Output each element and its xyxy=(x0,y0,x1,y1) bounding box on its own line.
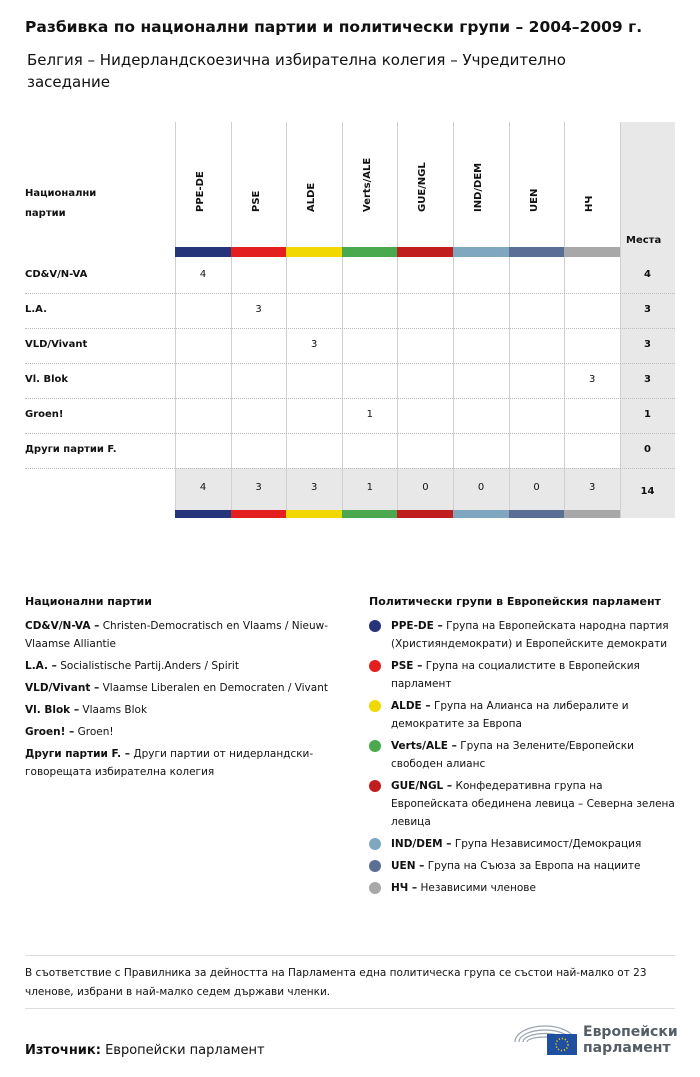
group-legend-item xyxy=(369,879,679,897)
group-color-bar-bottom xyxy=(342,510,398,518)
legend-abbr: НЧ – xyxy=(391,882,418,894)
table-row xyxy=(25,258,675,294)
group-legend-item xyxy=(369,657,679,693)
legend-dot-icon xyxy=(369,660,381,672)
seats-header: Места xyxy=(626,235,662,246)
national-legend-item xyxy=(25,723,345,741)
group-legend-item xyxy=(369,697,679,733)
legend-text: Независими членове xyxy=(420,882,536,894)
legend-abbr: PSE – xyxy=(391,660,423,672)
group-color-bar xyxy=(509,247,565,257)
group-color-bar xyxy=(564,247,620,257)
total-seats-cell: 14 xyxy=(640,486,655,497)
total-cell: 0 xyxy=(533,482,540,493)
group-color-bar-bottom xyxy=(175,510,231,518)
ep-logo xyxy=(513,1020,683,1060)
group-color-bar-bottom xyxy=(231,510,287,518)
national-legend-item xyxy=(25,617,345,653)
seats-cell: 3 xyxy=(644,339,651,350)
parliament-hemicycle-icon xyxy=(513,1020,578,1056)
row-party-label: L.A. xyxy=(25,304,47,315)
group-header-label: GUE/NGL xyxy=(417,162,429,212)
seats-cell: 3 xyxy=(644,374,651,385)
value-cell: 3 xyxy=(589,374,596,385)
legend-dot-icon xyxy=(369,860,381,872)
group-header-6 xyxy=(509,122,565,247)
group-header-0 xyxy=(175,122,231,247)
legend-dot-icon xyxy=(369,700,381,712)
value-cell: 3 xyxy=(311,339,318,350)
legend-abbr: Verts/ALE – xyxy=(391,740,457,752)
legend-abbr: VLD/Vivant – xyxy=(25,682,100,694)
group-header-label: PSE xyxy=(250,190,262,212)
group-color-bar xyxy=(286,247,342,257)
table-row xyxy=(25,328,675,364)
total-cell: 4 xyxy=(199,482,207,493)
legend-text: Група на Европейската народна партия (Християндемократи) и Европейските демократи xyxy=(391,620,669,650)
seats-cell: 1 xyxy=(644,409,651,420)
national-legend xyxy=(25,593,345,785)
national-legend-item xyxy=(25,679,345,697)
total-cell: 0 xyxy=(422,482,429,493)
legend-text: Christen-Democratisch en Vlaams / Nieuw-Vlaamse Alliantie xyxy=(25,620,329,650)
footnote: В съответствие с Правилника за дейността на Парламента една политическа група се състои най-малко от 23 членове, избрани в най-малко седем държави членки. xyxy=(25,967,647,998)
group-legend-item xyxy=(369,857,679,875)
national-legend-item xyxy=(25,657,345,675)
group-header-label: IND/DEM xyxy=(473,162,484,212)
group-color-bar-bottom xyxy=(453,510,509,518)
seat-table xyxy=(25,122,675,522)
legend-text: Група на Зелените/Европейски свободен алианс xyxy=(391,740,634,770)
group-header-3 xyxy=(342,122,398,247)
group-color-bar-bottom xyxy=(509,510,565,518)
group-header-1 xyxy=(231,122,287,247)
logo-line-1: Европейски xyxy=(583,1024,678,1040)
group-legend xyxy=(369,593,679,901)
legend-text: Група Независимост/Демокрация xyxy=(454,838,642,850)
total-cell: 3 xyxy=(255,482,262,493)
value-cell: 1 xyxy=(366,409,373,420)
group-legend-item xyxy=(369,617,679,653)
national-legend-title: Национални партии xyxy=(25,595,152,608)
group-header-label: UEN xyxy=(528,188,540,212)
seats-cell: 3 xyxy=(644,304,651,315)
seats-cell: 4 xyxy=(644,269,651,280)
row-party-label: CD&V/N-VA xyxy=(25,269,88,280)
legend-dot-icon xyxy=(369,620,381,632)
group-color-bar xyxy=(231,247,287,257)
total-cell: 0 xyxy=(477,482,485,493)
page-title: Разбивка по национални партии и политически групи – 2004–2009 г. xyxy=(25,18,643,36)
table-row xyxy=(25,363,675,399)
legend-text: Група на Алианса на либералите и демократите за Европа xyxy=(391,700,629,730)
seats-cell: 0 xyxy=(644,444,651,455)
group-header-label: ALDE xyxy=(306,182,318,212)
table-row xyxy=(25,293,675,329)
group-color-bar xyxy=(453,247,509,257)
legend-abbr: Vl. Blok – xyxy=(25,704,80,716)
group-color-bar-bottom xyxy=(564,510,620,518)
legend-text: Група на Съюза за Европа на нациите xyxy=(427,860,641,872)
value-cell: 3 xyxy=(255,304,262,315)
legend-text: Groen! xyxy=(77,726,114,738)
group-legend-item xyxy=(369,835,679,853)
legend-dot-icon xyxy=(369,882,381,894)
group-legend-item xyxy=(369,777,679,831)
row-party-label: Vl. Blok xyxy=(25,374,69,385)
legend-dot-icon xyxy=(369,740,381,752)
table-row xyxy=(25,433,675,469)
source xyxy=(25,1043,265,1058)
legend-text: Vlaamse Liberalen en Democraten / Vivant xyxy=(102,682,328,694)
national-legend-item xyxy=(25,701,345,719)
total-cell: 1 xyxy=(366,482,373,493)
legend-abbr: ALDE – xyxy=(391,700,431,712)
group-header-label: НЧ xyxy=(584,195,596,212)
source-label: Източник: xyxy=(25,1043,101,1058)
total-cell: 3 xyxy=(311,482,318,493)
row-party-label: Други партии F. xyxy=(25,444,117,455)
group-color-bar xyxy=(175,247,231,257)
legend-abbr: PPE-DE – xyxy=(391,620,443,632)
total-cell: 3 xyxy=(589,482,596,493)
group-header-5 xyxy=(453,122,509,247)
legend-abbr: CD&V/N-VA – xyxy=(25,620,100,632)
subtitle: Белгия – Нидерландскоезична избирателна колегия – Учредително заседание xyxy=(27,51,566,91)
legend-text: Socialistische Partij.Anders / Spirit xyxy=(60,660,239,672)
group-color-bar xyxy=(342,247,398,257)
group-legend-item xyxy=(369,737,679,773)
group-header-label: Verts/ALE xyxy=(361,157,373,212)
group-legend-title: Политически групи в Европейския парламент xyxy=(369,595,661,608)
row-party-label: VLD/Vivant xyxy=(25,339,88,350)
group-color-bar xyxy=(397,247,453,257)
group-header-7 xyxy=(564,122,620,247)
group-header-4 xyxy=(397,122,453,247)
legend-text: Други партии от нидерландски-говорещата избирателна колегия xyxy=(25,748,314,778)
legend-text: Група на социалистите в Европейския парламент xyxy=(391,660,640,690)
legend-dot-icon xyxy=(369,838,381,850)
legend-abbr: Groen! – xyxy=(25,726,75,738)
legend-text: Конфедеративна група на Европейската обединена левица – Северна зелена левица xyxy=(391,780,675,828)
group-color-bar-bottom xyxy=(397,510,453,518)
legend-abbr: Други партии F. – xyxy=(25,748,131,760)
source-text: Европейски парламент xyxy=(105,1043,265,1058)
logo-line-2: парламент xyxy=(583,1040,671,1056)
row-header: Национални партии xyxy=(25,188,97,219)
legend-abbr: GUE/NGL – xyxy=(391,780,453,792)
row-party-label: Groen! xyxy=(25,409,64,420)
table-row xyxy=(25,398,675,434)
legend-abbr: IND/DEM – xyxy=(391,838,452,850)
group-header-label: PPE-DE xyxy=(195,171,206,212)
legend-dot-icon xyxy=(369,780,381,792)
legend-text: Vlaams Blok xyxy=(82,704,148,716)
national-legend-item xyxy=(25,745,345,781)
value-cell: 4 xyxy=(199,269,207,280)
group-header-2 xyxy=(286,122,342,247)
group-color-bar-bottom xyxy=(286,510,342,518)
legend-abbr: L.A. – xyxy=(25,660,57,672)
legend-abbr: UEN – xyxy=(391,860,425,872)
